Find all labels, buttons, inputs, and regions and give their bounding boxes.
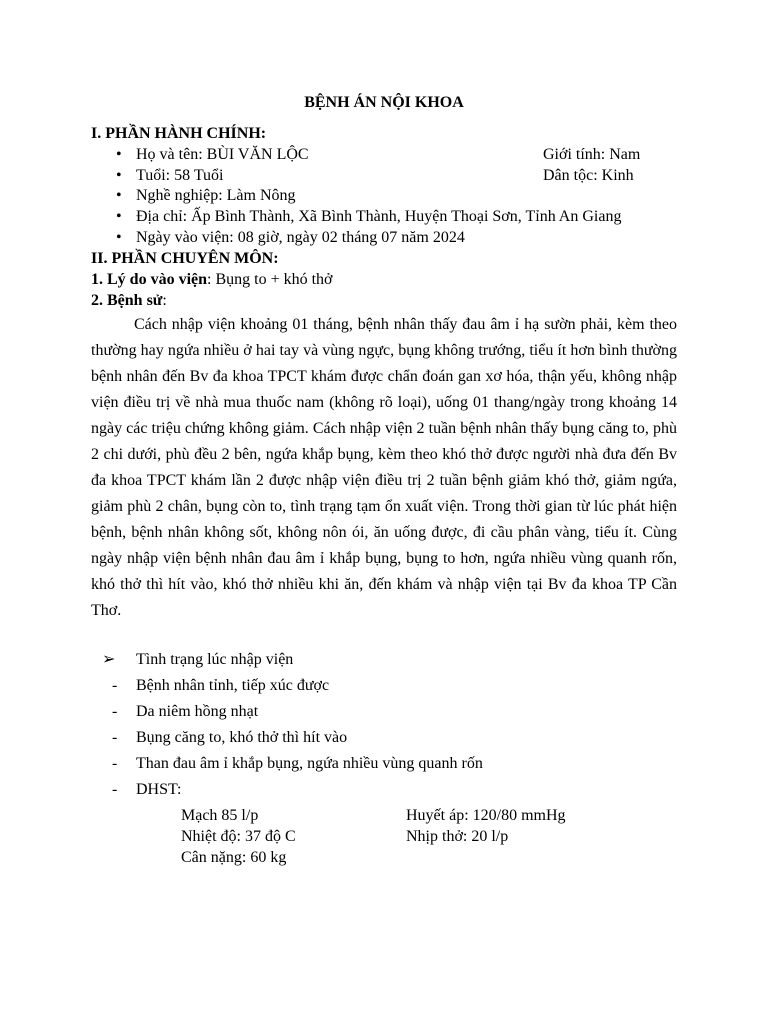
reason-label: 1. Lý do vào viện bbox=[91, 271, 208, 288]
status-item-text: DHST: bbox=[136, 781, 182, 798]
dash-bullet: - bbox=[112, 755, 118, 772]
bullet-icon: • bbox=[116, 229, 122, 246]
status-item-text: Da niêm hồng nhạt bbox=[136, 703, 259, 720]
dash-bullet: - bbox=[112, 729, 118, 746]
patient-age: Tuổi: 58 Tuổi bbox=[136, 167, 224, 184]
status-item-text: Bệnh nhân tỉnh, tiếp xúc được bbox=[136, 677, 330, 694]
patient-address: Địa chỉ: Ấp Bình Thành, Xã Bình Thành, Huyện Thoại Sơn, Tỉnh An Giang bbox=[136, 208, 622, 225]
bullet-icon: • bbox=[116, 208, 122, 225]
history-text: Cách nhập viện khoảng 01 tháng, bệnh nhân thấy đau âm ỉ hạ sườn phải, kèm theo thường hay ngứa nhiều ở hai tay và vùng ngực, bụng không trướng, tiểu ít hơn bình thường bệnh nhân đến Bv đa khoa TPCT khám được chẩn đoán gan xơ hóa, thận yếu, không nhập viện điều trị về nhà mua thuốc nam (không rõ loại), uống 01 thang/ngày trong khoảng 14 ngày các triệu chứng không giảm. Cách nhập viện 2 tuần bệnh nhân thấy bụng căng to, phù 2 chi dưới, phù đều 2 bên, ngứa khắp bụng, kèm theo khó thở được người nhà đưa đến Bv đa khoa TPCT khám lần 2 được nhập viện điều trị 2 tuần bệnh giảm khó thở, giảm ngứa, giảm phù 2 chân, bụng còn to, tình trạng tạm ổn xuất viện. Trong thời gian từ lúc phát hiện bệnh, bệnh nhân không sốt, không nôn ói, ăn uống được, đi cầu phân vàng, tiểu ít. Cùng ngày nhập viện bệnh nhân đau âm ỉ khắp bụng, bụng to hơn, ngứa nhiều vùng quanh rốn, khó thở thì hít vào, khó thở nhiều khi ăn, đến khám và nhập viện tại Bv đa khoa TP Cần Thơ. bbox=[91, 316, 677, 619]
admission-date: Ngày vào viện: 08 giờ, ngày 02 tháng 07 năm 2024 bbox=[136, 229, 465, 246]
patient-gender: Giới tính: Nam bbox=[543, 146, 641, 163]
dash-bullet: - bbox=[112, 677, 118, 694]
patient-occupation: Nghề nghiệp: Làm Nông bbox=[136, 187, 296, 204]
section-2-heading: II. PHẦN CHUYÊN MÔN: bbox=[91, 250, 279, 267]
dash-bullet: - bbox=[112, 781, 118, 798]
bullet-icon: • bbox=[116, 146, 122, 163]
vital-blood-pressure: Huyết áp: 120/80 mmHg bbox=[406, 807, 566, 824]
patient-ethnicity: Dân tộc: Kinh bbox=[543, 167, 634, 184]
status-heading: Tình trạng lúc nhập viện bbox=[136, 651, 294, 668]
section-1-heading: I. PHẦN HÀNH CHÍNH: bbox=[91, 125, 267, 142]
document-title: BỆNH ÁN NỘI KHOA bbox=[304, 94, 464, 111]
vital-weight: Cân nặng: 60 kg bbox=[181, 849, 287, 866]
dash-bullet: - bbox=[112, 703, 118, 720]
patient-name: Họ và tên: BÙI VĂN LỘC bbox=[136, 146, 309, 163]
arrow-bullet-icon: ➢ bbox=[102, 651, 116, 668]
vital-temperature: Nhiệt độ: 37 độ C bbox=[181, 828, 296, 845]
history-heading-line bbox=[91, 291, 167, 311]
vital-respiratory-rate: Nhịp thở: 20 l/p bbox=[406, 828, 509, 845]
bullet-icon: • bbox=[116, 187, 122, 204]
reason-line bbox=[91, 270, 333, 290]
history-label: 2. Bệnh sử bbox=[91, 292, 163, 309]
history-colon: : bbox=[162, 292, 167, 309]
status-item-text: Than đau âm ỉ khắp bụng, ngứa nhiều vùng quanh rốn bbox=[136, 755, 483, 772]
status-item-text: Bụng căng to, khó thở thì hít vào bbox=[136, 729, 348, 746]
vital-pulse: Mạch 85 l/p bbox=[181, 807, 259, 824]
history-paragraph bbox=[91, 312, 677, 624]
bullet-icon: • bbox=[116, 167, 122, 184]
reason-value: : Bụng to + khó thở bbox=[207, 271, 333, 288]
